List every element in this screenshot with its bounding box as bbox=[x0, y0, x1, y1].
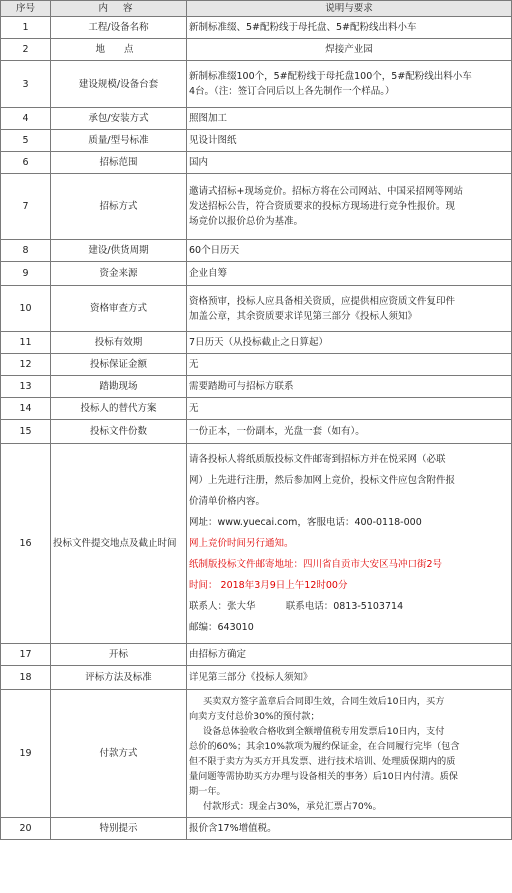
header-row bbox=[1, 1, 512, 17]
row-item: 特别提示 bbox=[51, 818, 187, 840]
table-row bbox=[1, 286, 512, 332]
row-desc: 报价含17%增值税。 bbox=[187, 818, 512, 840]
row-no: 13 bbox=[1, 376, 51, 398]
table-row bbox=[1, 152, 512, 174]
row-desc: 邀请式招标+现场竞价。招标方将在公司网站、中国采招网等网站 发送招标公告，符合资质要求的投标方现场进行竞争性报价。现 场竞价以报价总价为基准。 bbox=[187, 174, 512, 240]
row-desc: 买卖双方签字盖章后合同即生效，合同生效后10日内，买方 向卖方支付总价30%的预付款； 设备总体验收合格收到全额增值税专用发票后10日内，支付 总价的60%；其余10%款项为履约保证金，在合同履行完毕（包含 但不限于卖方为买方开具发票、进行技术培训、处理质保期内的质 量问题等需协助买方办理与设备相关的事务）后10日内付清。质保 期一年。 付款形式：现金占30%，承兑汇票占70%。 bbox=[187, 690, 512, 818]
table-row bbox=[1, 108, 512, 130]
row-desc: 新制标准缀、5#配粉线于母托盘、5#配粉线出料小车 bbox=[187, 17, 512, 39]
table-row bbox=[1, 690, 512, 818]
row-desc: 无 bbox=[187, 354, 512, 376]
row-no: 2 bbox=[1, 39, 51, 61]
row-no: 8 bbox=[1, 240, 51, 262]
row-item: 踏勘现场 bbox=[51, 376, 187, 398]
row-item: 投标文件提交地点及截止时间 bbox=[51, 444, 187, 644]
row-item: 招标方式 bbox=[51, 174, 187, 240]
row-no: 1 bbox=[1, 17, 51, 39]
row-no: 11 bbox=[1, 332, 51, 354]
row-no: 9 bbox=[1, 262, 51, 286]
header-desc: 说明与要求 bbox=[187, 1, 512, 17]
row-desc: 焊接产业园 bbox=[187, 39, 512, 61]
table-row bbox=[1, 262, 512, 286]
row-no: 17 bbox=[1, 644, 51, 666]
row-item: 质量/型号标准 bbox=[51, 130, 187, 152]
header-item: 内 容 bbox=[51, 1, 187, 17]
table-row bbox=[1, 17, 512, 39]
row-desc: 需要踏勘可与招标方联系 bbox=[187, 376, 512, 398]
row-no: 19 bbox=[1, 690, 51, 818]
row-item: 付款方式 bbox=[51, 690, 187, 818]
table-row bbox=[1, 666, 512, 690]
row-item: 投标保证金额 bbox=[51, 354, 187, 376]
row-item: 资金来源 bbox=[51, 262, 187, 286]
row-desc: 见设计图纸 bbox=[187, 130, 512, 152]
row-item: 工程/设备名称 bbox=[51, 17, 187, 39]
row-no: 16 bbox=[1, 444, 51, 644]
row-item: 开标 bbox=[51, 644, 187, 666]
table-row bbox=[1, 818, 512, 840]
table-row bbox=[1, 39, 512, 61]
table-row bbox=[1, 644, 512, 666]
row-item: 承包/安装方式 bbox=[51, 108, 187, 130]
header-no: 序号 bbox=[1, 1, 51, 17]
row-no: 18 bbox=[1, 666, 51, 690]
table-row bbox=[1, 240, 512, 262]
row-no: 4 bbox=[1, 108, 51, 130]
row-desc: 照图加工 bbox=[187, 108, 512, 130]
row-desc: 由招标方确定 bbox=[187, 644, 512, 666]
row-desc: 国内 bbox=[187, 152, 512, 174]
table-row bbox=[1, 332, 512, 354]
row-no: 15 bbox=[1, 420, 51, 444]
row-desc: 请各投标人将纸质版投标文件邮寄到招标方并在悦采网（必联 网）上先进行注册，然后参加网上竞价，投标文件应包含附件报 价清单价格内容。 网址：www.yuecai.com，客服电话：400-0118-000 网上竞价时间另行通知。 纸制版投标文件邮寄地址：四川省自贡市大安区马冲口街2号 时间： 2018年3月9日上午12时00分 联系人：张大华 联系电话：0813-5103714 邮编：643010 bbox=[187, 444, 512, 644]
row-desc: 一份正本，一份副本，光盘一套（如有）。 bbox=[187, 420, 512, 444]
row-desc: 新制标准缀100个，5#配粉线于母托盘100个，5#配粉线出料小车 4台。（注：签订合同后以上各先制作一个样品。） bbox=[187, 61, 512, 108]
row-no: 10 bbox=[1, 286, 51, 332]
table-row bbox=[1, 376, 512, 398]
row-desc: 60个日历天 bbox=[187, 240, 512, 262]
row-desc: 资格预审，投标人应具备相关资质，应提供相应资质文件复印件 加盖公章，其余资质要求详见第三部分《投标人须知》 bbox=[187, 286, 512, 332]
table-row bbox=[1, 130, 512, 152]
table-row bbox=[1, 420, 512, 444]
row-item: 建设/供货周期 bbox=[51, 240, 187, 262]
row-no: 5 bbox=[1, 130, 51, 152]
table-row bbox=[1, 174, 512, 240]
row-item: 资格审查方式 bbox=[51, 286, 187, 332]
row-item: 投标文件份数 bbox=[51, 420, 187, 444]
table-row bbox=[1, 398, 512, 420]
row-no: 20 bbox=[1, 818, 51, 840]
table-row bbox=[1, 444, 512, 644]
deadline: 时间： 2018年3月9日上午12时00分 bbox=[189, 580, 348, 591]
row-item: 招标范围 bbox=[51, 152, 187, 174]
mailing-address: 纸制版投标文件邮寄地址：四川省自贡市大安区马冲口街2号 bbox=[189, 559, 443, 570]
row-no: 14 bbox=[1, 398, 51, 420]
row-item: 建设规模/设备台套 bbox=[51, 61, 187, 108]
row-item: 评标方法及标准 bbox=[51, 666, 187, 690]
row-no: 12 bbox=[1, 354, 51, 376]
row-no: 7 bbox=[1, 174, 51, 240]
row-no: 3 bbox=[1, 61, 51, 108]
bidding-time-note: 网上竞价时间另行通知。 bbox=[189, 538, 294, 549]
row-item: 投标有效期 bbox=[51, 332, 187, 354]
row-desc: 7日历天（从投标截止之日算起） bbox=[187, 332, 512, 354]
table-row bbox=[1, 354, 512, 376]
row-desc: 无 bbox=[187, 398, 512, 420]
row-no: 6 bbox=[1, 152, 51, 174]
table-row bbox=[1, 61, 512, 108]
row-item: 地 点 bbox=[51, 39, 187, 61]
row-desc: 详见第三部分《投标人须知》 bbox=[187, 666, 512, 690]
row-item: 投标人的替代方案 bbox=[51, 398, 187, 420]
row-desc: 企业自筹 bbox=[187, 262, 512, 286]
